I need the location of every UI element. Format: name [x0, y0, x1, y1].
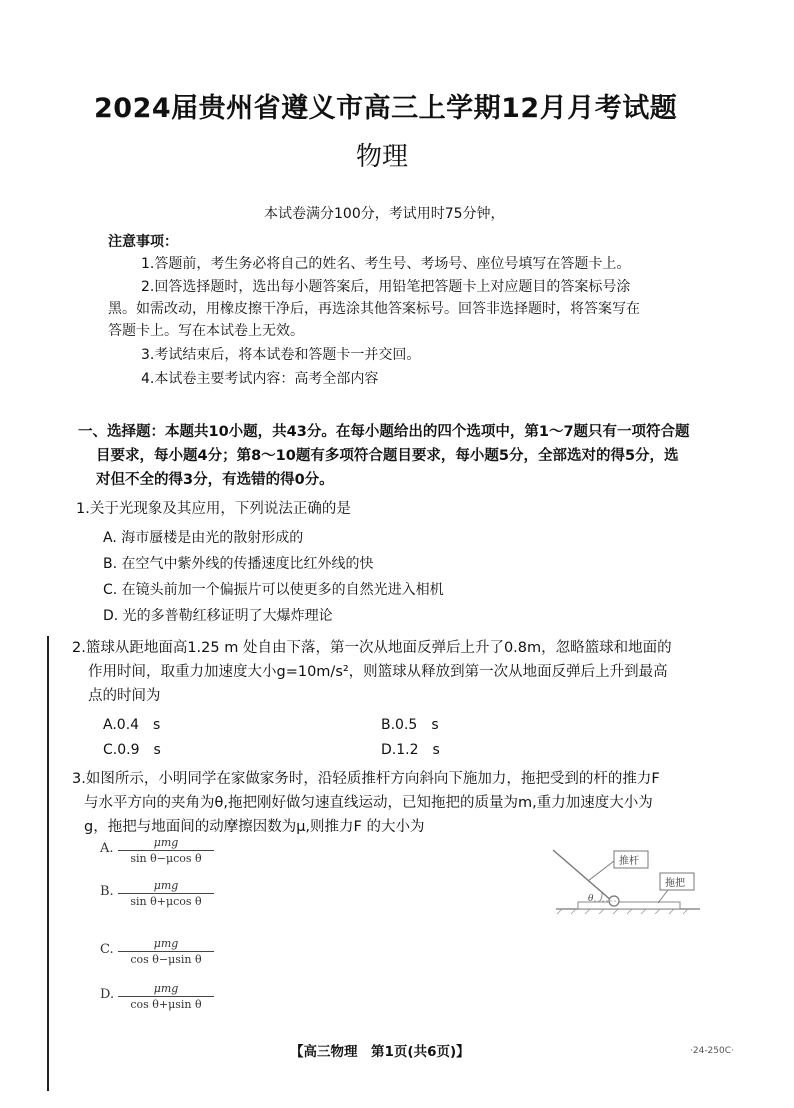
notice-item-2-cont: 黑。如需改动，用橡皮擦干净后，再选涂其他答案标号。回答非选择题时，将答案写在 — [108, 301, 640, 317]
formula-denominator: sin θ+μcos θ — [130, 895, 202, 908]
section-instructions: 对但不全的得3分，有选错的得0分。 — [96, 472, 334, 488]
paper-code: ·24-250C· — [690, 1046, 734, 1056]
formula-denominator: cos θ−μsin θ — [130, 953, 202, 966]
exam-info: 本试卷满分100分，考试用时75分钟， — [264, 206, 505, 222]
question-3-stem: 与水平方向的夹角为θ,拖把刚好做匀速直线运动，已知拖把的质量为m,重力加速度大小为 — [84, 795, 653, 811]
angle-arc — [600, 892, 602, 901]
formula-numerator: μmg — [153, 879, 179, 892]
question-3-option-a: A. — [100, 841, 114, 856]
mop-label-leader — [658, 890, 668, 903]
formula-denominator: cos θ+μsin θ — [130, 998, 202, 1011]
question-2-option-a: A.0.4 s — [103, 717, 161, 733]
fraction-bar — [118, 850, 214, 851]
question-3-option-c: C. — [100, 942, 114, 957]
margin-line — [47, 636, 49, 1091]
question-1-option-a: A. 海市蜃楼是由光的散射形成的 — [103, 530, 304, 546]
fraction-bar — [118, 893, 214, 894]
section-instructions: 一、选择题：本题共10小题，共43分。在每小题给出的四个选项中，第1～7题只有一项符合题 — [78, 424, 690, 440]
angle-label: θ — [588, 894, 594, 904]
section-instructions: 目要求，每小题4分；第8～10题有多项符合题目要求，每小题5分，全部选对的得5分，选 — [96, 448, 679, 464]
page-title: 2024届贵州省遵义市高三上学期12月月考试题 — [94, 93, 678, 124]
formula-a — [118, 836, 214, 865]
formula-b — [118, 879, 214, 908]
question-3-stem: 3.如图所示，小明同学在家做家务时，沿轻质推杆方向斜向下施加力，拖把受到的杆的推力F — [72, 771, 660, 787]
notice-item-2: 2.回答选择题时，选出每小题答案后，用铅笔把答题卡上对应题目的答案标号涂 — [141, 279, 631, 295]
page-footer: 【高三物理 第1页(共6页)】 — [290, 1044, 470, 1060]
formula-c — [118, 937, 214, 966]
formula-numerator: μmg — [153, 836, 179, 849]
fraction-bar — [118, 996, 214, 997]
notice-heading: 注意事项： — [108, 234, 178, 250]
mop-label: 拖把 — [665, 878, 685, 889]
question-3-option-d: D. — [100, 987, 115, 1002]
question-3-option-b: B. — [100, 884, 114, 899]
question-2-stem: 2.篮球从距地面高1.25 m 处自由下落，第一次从地面反弹后上升了0.8m，忽略篮球和地面的 — [72, 640, 672, 656]
question-2-option-c: C.0.9 s — [103, 742, 161, 758]
rod-label: 推杆 — [619, 856, 639, 867]
push-rod — [553, 850, 612, 901]
question-2-option-d: D.1.2 s — [381, 742, 440, 758]
notice-item-2-cont: 答题卡上。写在本试卷上无效。 — [108, 323, 304, 339]
notice-item-4: 4.本试卷主要考试内容：高考全部内容 — [141, 371, 379, 387]
fraction-bar — [118, 951, 214, 952]
question-1-option-b: B. 在空气中紫外线的传播速度比红外线的快 — [103, 556, 374, 572]
question-1-option-c: C. 在镜头前加一个偏振片可以使更多的自然光进入相机 — [103, 582, 444, 598]
rod-label-leader — [588, 861, 614, 881]
mop-figure — [550, 843, 715, 920]
notice-item-3: 3.考试结束后，将本试卷和答题卡一并交回。 — [141, 347, 421, 363]
question-3-stem: g，拖把与地面间的动摩擦因数为μ,则推力F 的大小为 — [84, 819, 425, 835]
formula-denominator: sin θ−μcos θ — [130, 852, 202, 865]
question-2-stem: 作用时间，取重力加速度大小g=10m/s²，则篮球从释放到第一次从地面反弹后上升到最高 — [88, 664, 668, 680]
question-1-option-d: D. 光的多普勒红移证明了大爆炸理论 — [103, 608, 333, 624]
notice-item-1: 1.答题前，考生务必将自己的姓名、考生号、考场号、座位号填写在答题卡上。 — [141, 256, 631, 272]
formula-numerator: μmg — [153, 982, 179, 995]
question-2-option-b: B.0.5 s — [381, 717, 439, 733]
subject-title: 物理 — [356, 142, 409, 172]
formula-numerator: μmg — [153, 937, 179, 950]
question-1-stem: 1.关于光现象及其应用，下列说法正确的是 — [76, 501, 351, 517]
ground-hatching — [557, 909, 688, 914]
formula-d — [118, 982, 214, 1011]
question-2-stem: 点的时间为 — [88, 688, 161, 704]
